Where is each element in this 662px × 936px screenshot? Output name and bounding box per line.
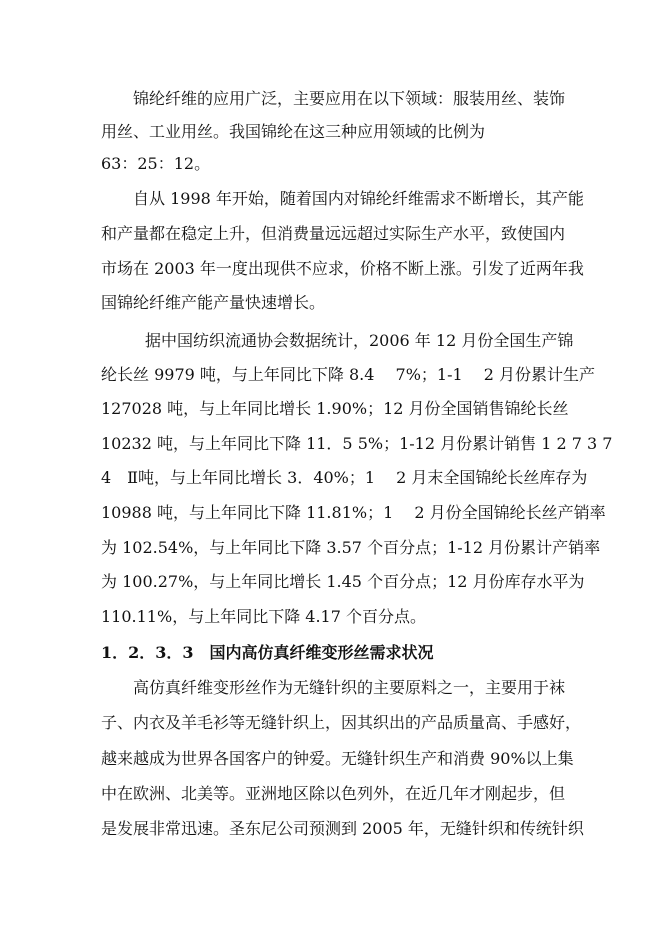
paragraph-3-line-7: 为 102.54%，与上年同比下降 3.57 个百分点；1-12 月份累计产销率 — [101, 538, 601, 557]
paragraph-1-line-3: 63：25：12。 — [101, 154, 211, 173]
paragraph-2-line-1: 自从 1998 年开始，随着国内对锦纶纤维需求不断增长，其产能 — [133, 189, 584, 208]
paragraph-3-line-9: 110.11%，与上年同比下降 4.17 个百分点。 — [101, 607, 426, 626]
paragraph-2-line-3: 市场在 2003 年一度出现供不应求，价格不断上涨。引发了近两年我 — [101, 259, 584, 278]
section-heading: 1．2．3．3 国内高仿真纤维变形丝需求状况 — [101, 643, 434, 662]
paragraph-3-line-1: 据中国纺织流通协会数据统计，2006 年 12 月份全国生产锦 — [145, 331, 574, 350]
paragraph-3-line-3: 127028 吨，与上年同比增长 1.90%；12 月份全国销售锦纶长丝 — [101, 399, 569, 418]
paragraph-1-line-1: 锦纶纤维的应用广泛，主要应用在以下领域：服装用丝、装饰 — [133, 89, 566, 108]
closing-paragraph-line-5: 是发展非常迅速。圣东尼公司预测到 2005 年，无缝针织和传统针织 — [101, 819, 584, 838]
paragraph-3-line-5: 4 Ⅱ吨，与上年同比增长 3．40%；1 2 月末全国锦纶长丝库存为 — [101, 468, 588, 487]
closing-paragraph-line-4: 中在欧洲、北美等。亚洲地区除以色列外，在近几年才刚起步，但 — [101, 784, 566, 803]
paragraph-3-line-8: 为 100.27%，与上年同比增长 1.45 个百分点；12 月份库存水平为 — [101, 572, 585, 591]
paragraph-1-line-2: 用丝、工业用丝。我国锦纶在这三种应用领域的比例为 — [101, 122, 486, 141]
paragraph-3-line-6: 10988 吨，与上年同比下降 11.81%；1 2 月份全国锦纶长丝产销率 — [101, 503, 606, 522]
paragraph-2-line-2: 和产量都在稳定上升，但消费量远远超过实际生产水平，致使国内 — [101, 224, 566, 243]
closing-paragraph-line-2: 子、内衣及羊毛衫等无缝针织上，因其织出的产品质量高、手感好， — [101, 713, 582, 732]
paragraph-3-line-2: 纶长丝 9979 吨，与上年同比下降 8.4 7%；1-1 2 月份累计生产 — [101, 365, 596, 384]
closing-paragraph-line-3: 越来越成为世界各国客户的钟爱。无缝针织生产和消费 90%以上集 — [101, 749, 574, 768]
closing-paragraph-line-1: 高仿真纤维变形丝作为无缝针织的主要原料之一，主要用于袜 — [133, 678, 566, 697]
paragraph-3-line-4: 10232 吨，与上年同比下降 11．5 5%；1-12 月份累计销售 1 2 7 3 7 — [101, 434, 613, 453]
paragraph-2-line-4: 国锦纶纤维产能产量快速增长。 — [101, 293, 326, 312]
